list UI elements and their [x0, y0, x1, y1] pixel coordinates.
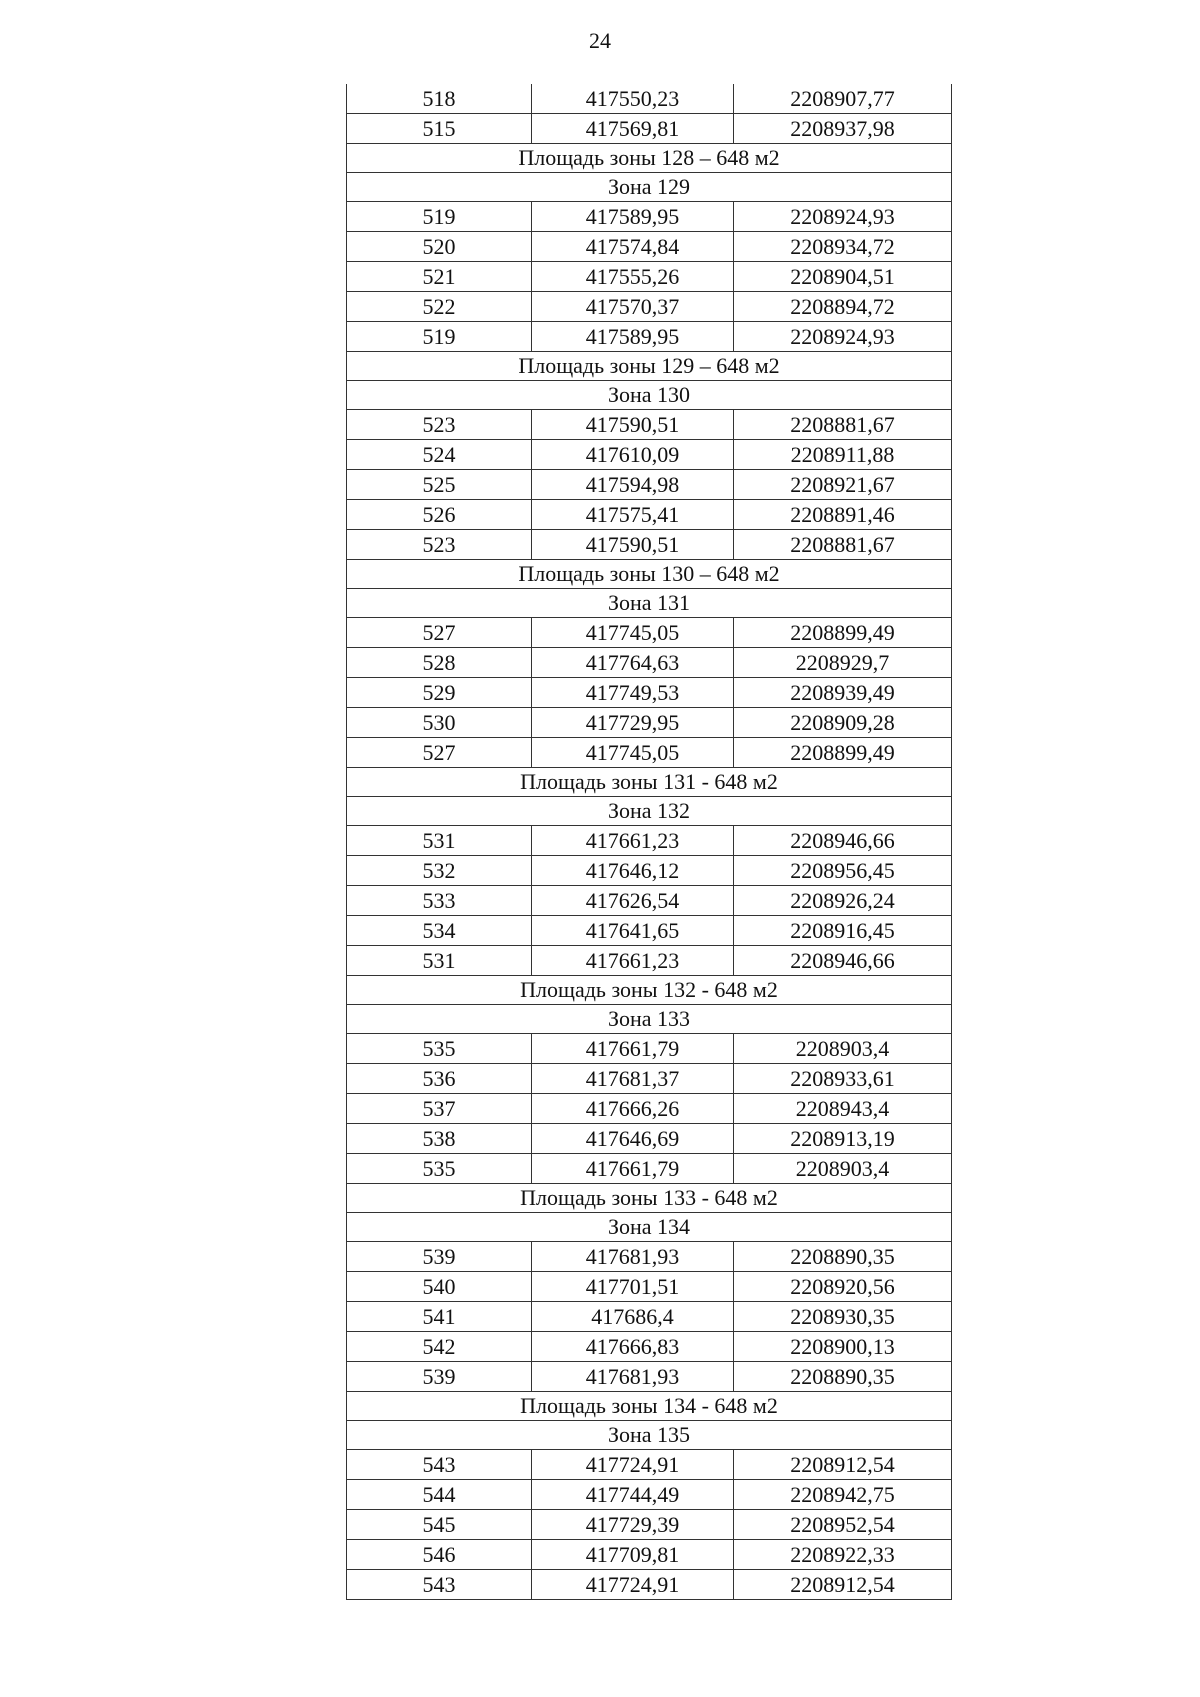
coordinates-table	[346, 84, 952, 1600]
x-coordinate-cell: 417574,84	[532, 232, 734, 262]
point-number-cell: 519	[347, 202, 532, 232]
table-row	[347, 1034, 952, 1064]
table-row	[347, 738, 952, 768]
table-row	[347, 1272, 952, 1302]
table-row	[347, 916, 952, 946]
x-coordinate-cell: 417575,41	[532, 500, 734, 530]
table-row	[347, 322, 952, 352]
y-coordinate-cell: 2208920,56	[734, 1272, 952, 1302]
x-coordinate-cell: 417661,79	[532, 1154, 734, 1184]
point-number-cell: 525	[347, 470, 532, 500]
y-coordinate-cell: 2208903,4	[734, 1034, 952, 1064]
x-coordinate-cell: 417646,69	[532, 1124, 734, 1154]
table-row	[347, 1332, 952, 1362]
table-row	[347, 1094, 952, 1124]
x-coordinate-cell: 417570,37	[532, 292, 734, 322]
y-coordinate-cell: 2208913,19	[734, 1124, 952, 1154]
point-number-cell: 522	[347, 292, 532, 322]
zone-title: Зона 130	[347, 381, 952, 410]
x-coordinate-cell: 417589,95	[532, 202, 734, 232]
y-coordinate-cell: 2208952,54	[734, 1510, 952, 1540]
x-coordinate-cell: 417749,53	[532, 678, 734, 708]
table-row	[347, 84, 952, 114]
y-coordinate-cell: 2208903,4	[734, 1154, 952, 1184]
x-coordinate-cell: 417550,23	[532, 84, 734, 114]
x-coordinate-cell: 417745,05	[532, 618, 734, 648]
point-number-cell: 542	[347, 1332, 532, 1362]
x-coordinate-cell: 417646,12	[532, 856, 734, 886]
table-row	[347, 1450, 952, 1480]
zone-area-row	[347, 1184, 952, 1213]
point-number-cell: 538	[347, 1124, 532, 1154]
zone-header-row	[347, 1005, 952, 1034]
x-coordinate-cell: 417569,81	[532, 114, 734, 144]
y-coordinate-cell: 2208930,35	[734, 1302, 952, 1332]
x-coordinate-cell: 417681,93	[532, 1362, 734, 1392]
zone-title: Зона 133	[347, 1005, 952, 1034]
point-number-cell: 524	[347, 440, 532, 470]
point-number-cell: 535	[347, 1034, 532, 1064]
table-row	[347, 202, 952, 232]
x-coordinate-cell: 417764,63	[532, 648, 734, 678]
x-coordinate-cell: 417729,95	[532, 708, 734, 738]
x-coordinate-cell: 417590,51	[532, 530, 734, 560]
point-number-cell: 523	[347, 410, 532, 440]
x-coordinate-cell: 417666,83	[532, 1332, 734, 1362]
y-coordinate-cell: 2208907,77	[734, 84, 952, 114]
zone-area-row	[347, 352, 952, 381]
x-coordinate-cell: 417681,37	[532, 1064, 734, 1094]
table-row	[347, 1510, 952, 1540]
table-row	[347, 440, 952, 470]
zone-area-row	[347, 560, 952, 589]
table-row	[347, 1362, 952, 1392]
point-number-cell: 515	[347, 114, 532, 144]
table-row	[347, 708, 952, 738]
table-row	[347, 1570, 952, 1600]
table-row	[347, 530, 952, 560]
point-number-cell: 533	[347, 886, 532, 916]
zone-header-row	[347, 589, 952, 618]
table-row	[347, 1242, 952, 1272]
point-number-cell: 528	[347, 648, 532, 678]
table-row	[347, 114, 952, 144]
table-row	[347, 826, 952, 856]
x-coordinate-cell: 417724,91	[532, 1450, 734, 1480]
y-coordinate-cell: 2208939,49	[734, 678, 952, 708]
point-number-cell: 539	[347, 1362, 532, 1392]
point-number-cell: 530	[347, 708, 532, 738]
table-row	[347, 678, 952, 708]
point-number-cell: 537	[347, 1094, 532, 1124]
coordinates-table-body	[347, 84, 952, 1600]
y-coordinate-cell: 2208881,67	[734, 410, 952, 440]
x-coordinate-cell: 417701,51	[532, 1272, 734, 1302]
table-row	[347, 410, 952, 440]
zone-area-label: Площадь зоны 130 – 648 м2	[347, 560, 952, 589]
zone-title: Зона 131	[347, 589, 952, 618]
zone-header-row	[347, 1421, 952, 1450]
y-coordinate-cell: 2208924,93	[734, 202, 952, 232]
table-row	[347, 1540, 952, 1570]
point-number-cell: 536	[347, 1064, 532, 1094]
y-coordinate-cell: 2208909,28	[734, 708, 952, 738]
y-coordinate-cell: 2208890,35	[734, 1362, 952, 1392]
x-coordinate-cell: 417686,4	[532, 1302, 734, 1332]
zone-area-label: Площадь зоны 131 - 648 м2	[347, 768, 952, 797]
zone-area-row	[347, 768, 952, 797]
x-coordinate-cell: 417610,09	[532, 440, 734, 470]
point-number-cell: 527	[347, 738, 532, 768]
point-number-cell: 535	[347, 1154, 532, 1184]
page-number: 24	[589, 28, 611, 53]
point-number-cell: 531	[347, 946, 532, 976]
point-number-cell: 540	[347, 1272, 532, 1302]
table-row	[347, 470, 952, 500]
y-coordinate-cell: 2208924,93	[734, 322, 952, 352]
y-coordinate-cell: 2208943,4	[734, 1094, 952, 1124]
zone-title: Зона 135	[347, 1421, 952, 1450]
x-coordinate-cell: 417594,98	[532, 470, 734, 500]
table-row	[347, 262, 952, 292]
zone-header-row	[347, 381, 952, 410]
point-number-cell: 523	[347, 530, 532, 560]
y-coordinate-cell: 2208921,67	[734, 470, 952, 500]
y-coordinate-cell: 2208904,51	[734, 262, 952, 292]
y-coordinate-cell: 2208899,49	[734, 738, 952, 768]
y-coordinate-cell: 2208933,61	[734, 1064, 952, 1094]
y-coordinate-cell: 2208891,46	[734, 500, 952, 530]
point-number-cell: 541	[347, 1302, 532, 1332]
zone-area-row	[347, 1392, 952, 1421]
point-number-cell: 539	[347, 1242, 532, 1272]
x-coordinate-cell: 417661,23	[532, 946, 734, 976]
table-row	[347, 856, 952, 886]
x-coordinate-cell: 417729,39	[532, 1510, 734, 1540]
table-row	[347, 946, 952, 976]
y-coordinate-cell: 2208899,49	[734, 618, 952, 648]
table-row	[347, 292, 952, 322]
table-row	[347, 618, 952, 648]
y-coordinate-cell: 2208926,24	[734, 886, 952, 916]
zone-title: Зона 132	[347, 797, 952, 826]
point-number-cell: 518	[347, 84, 532, 114]
table-row	[347, 1064, 952, 1094]
x-coordinate-cell: 417745,05	[532, 738, 734, 768]
y-coordinate-cell: 2208912,54	[734, 1570, 952, 1600]
zone-title: Зона 134	[347, 1213, 952, 1242]
table-row	[347, 1480, 952, 1510]
table-row	[347, 648, 952, 678]
point-number-cell: 543	[347, 1450, 532, 1480]
table-row	[347, 1302, 952, 1332]
point-number-cell: 543	[347, 1570, 532, 1600]
y-coordinate-cell: 2208946,66	[734, 826, 952, 856]
y-coordinate-cell: 2208956,45	[734, 856, 952, 886]
x-coordinate-cell: 417744,49	[532, 1480, 734, 1510]
zone-header-row	[347, 1213, 952, 1242]
x-coordinate-cell: 417641,65	[532, 916, 734, 946]
x-coordinate-cell: 417661,23	[532, 826, 734, 856]
point-number-cell: 526	[347, 500, 532, 530]
table-row	[347, 232, 952, 262]
zone-area-label: Площадь зоны 134 - 648 м2	[347, 1392, 952, 1421]
y-coordinate-cell: 2208890,35	[734, 1242, 952, 1272]
zone-header-row	[347, 173, 952, 202]
x-coordinate-cell: 417555,26	[532, 262, 734, 292]
zone-area-label: Площадь зоны 133 - 648 м2	[347, 1184, 952, 1213]
x-coordinate-cell: 417589,95	[532, 322, 734, 352]
zone-title: Зона 129	[347, 173, 952, 202]
x-coordinate-cell: 417709,81	[532, 1540, 734, 1570]
point-number-cell: 529	[347, 678, 532, 708]
x-coordinate-cell: 417666,26	[532, 1094, 734, 1124]
y-coordinate-cell: 2208900,13	[734, 1332, 952, 1362]
y-coordinate-cell: 2208937,98	[734, 114, 952, 144]
table-row	[347, 886, 952, 916]
point-number-cell: 546	[347, 1540, 532, 1570]
y-coordinate-cell: 2208911,88	[734, 440, 952, 470]
point-number-cell: 531	[347, 826, 532, 856]
x-coordinate-cell: 417661,79	[532, 1034, 734, 1064]
zone-area-row	[347, 976, 952, 1005]
y-coordinate-cell: 2208946,66	[734, 946, 952, 976]
zone-area-label: Площадь зоны 132 - 648 м2	[347, 976, 952, 1005]
point-number-cell: 532	[347, 856, 532, 886]
y-coordinate-cell: 2208912,54	[734, 1450, 952, 1480]
zone-area-row	[347, 144, 952, 173]
table-row	[347, 1124, 952, 1154]
zone-area-label: Площадь зоны 128 – 648 м2	[347, 144, 952, 173]
x-coordinate-cell: 417590,51	[532, 410, 734, 440]
y-coordinate-cell: 2208881,67	[734, 530, 952, 560]
zone-area-label: Площадь зоны 129 – 648 м2	[347, 352, 952, 381]
point-number-cell: 520	[347, 232, 532, 262]
point-number-cell: 519	[347, 322, 532, 352]
y-coordinate-cell: 2208916,45	[734, 916, 952, 946]
point-number-cell: 521	[347, 262, 532, 292]
x-coordinate-cell: 417626,54	[532, 886, 734, 916]
point-number-cell: 527	[347, 618, 532, 648]
zone-header-row	[347, 797, 952, 826]
y-coordinate-cell: 2208929,7	[734, 648, 952, 678]
table-row	[347, 1154, 952, 1184]
y-coordinate-cell: 2208922,33	[734, 1540, 952, 1570]
table-row	[347, 500, 952, 530]
y-coordinate-cell: 2208894,72	[734, 292, 952, 322]
x-coordinate-cell: 417724,91	[532, 1570, 734, 1600]
y-coordinate-cell: 2208942,75	[734, 1480, 952, 1510]
point-number-cell: 545	[347, 1510, 532, 1540]
point-number-cell: 534	[347, 916, 532, 946]
y-coordinate-cell: 2208934,72	[734, 232, 952, 262]
x-coordinate-cell: 417681,93	[532, 1242, 734, 1272]
point-number-cell: 544	[347, 1480, 532, 1510]
